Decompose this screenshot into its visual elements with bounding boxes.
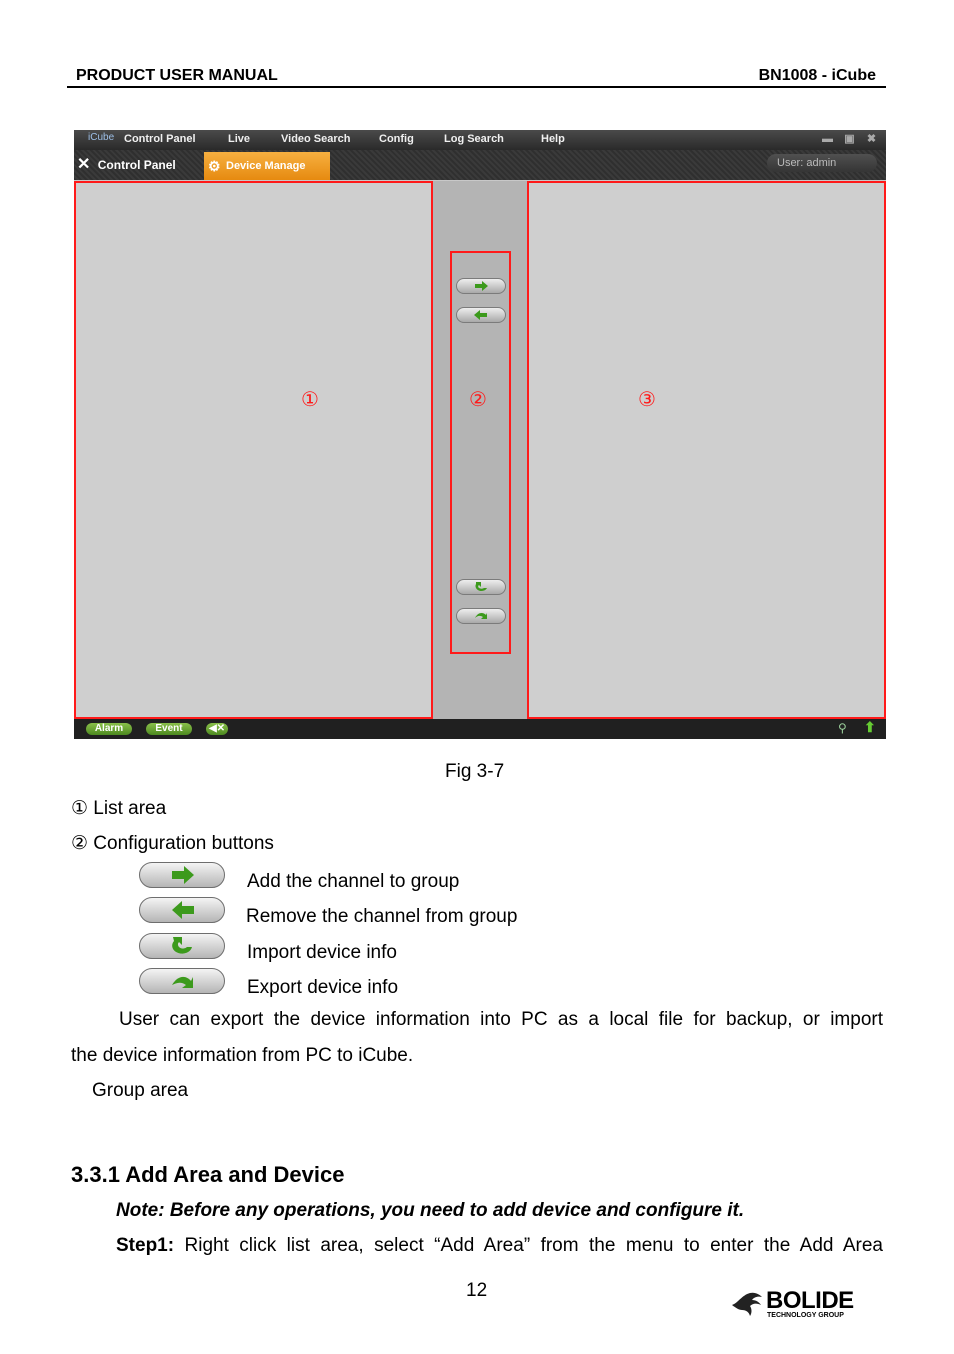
menu-live[interactable]: Live bbox=[228, 133, 251, 145]
figure-caption: Fig 3-7 bbox=[445, 761, 505, 782]
step1-text: Right click list area, select “Add Area” from the menu to enter the Add Area bbox=[184, 1235, 883, 1256]
export-device-button[interactable] bbox=[456, 608, 506, 624]
arrow-right-icon bbox=[140, 863, 224, 887]
import-icon bbox=[140, 934, 224, 958]
marker-1: ① bbox=[301, 389, 319, 411]
status-bar bbox=[74, 719, 886, 739]
menu-brand: iCube bbox=[88, 132, 115, 143]
tab-device-manage[interactable] bbox=[204, 152, 330, 180]
user-indicator: User: admin bbox=[767, 154, 877, 172]
menu-help[interactable]: Help bbox=[541, 133, 565, 145]
export-icon bbox=[457, 609, 505, 623]
page-number: 12 bbox=[466, 1280, 488, 1301]
minimize-icon[interactable]: ▬ bbox=[822, 133, 833, 145]
export-icon bbox=[140, 969, 224, 993]
marker-2: ② bbox=[469, 389, 487, 411]
import-device-button[interactable] bbox=[456, 579, 506, 595]
legend-remove-button bbox=[139, 897, 225, 923]
close-icon[interactable]: ✖ bbox=[866, 133, 877, 145]
tab-device-manage-label: Device Manage bbox=[226, 160, 306, 172]
group-area-item: Group area bbox=[92, 1080, 189, 1101]
marker-3: ③ bbox=[638, 389, 656, 411]
arrow-right-icon bbox=[457, 279, 505, 293]
legend-add-button bbox=[139, 862, 225, 888]
menu-bar bbox=[74, 130, 886, 150]
config-buttons-item: ② Configuration buttons bbox=[71, 833, 274, 854]
wrench-icon: ✕ bbox=[77, 156, 91, 173]
header-model: BN1008 - iCube bbox=[758, 67, 876, 84]
app-screenshot bbox=[74, 130, 886, 739]
note-text: Note: Before any operations, you need to add device and configure it. bbox=[116, 1200, 745, 1221]
paragraph-line-2: the device information from PC to iCube. bbox=[71, 1045, 414, 1066]
section-heading: 3.3.1 Add Area and Device bbox=[71, 1162, 345, 1187]
legend-import-button bbox=[139, 933, 225, 959]
event-button[interactable]: Event bbox=[146, 723, 192, 735]
logo-subtitle: TECHNOLOGY GROUP bbox=[767, 1312, 844, 1319]
device-icon: ⚙ bbox=[208, 158, 221, 174]
legend-remove-label: Remove the channel from group bbox=[246, 906, 518, 927]
alarm-button[interactable]: Alarm bbox=[86, 723, 132, 735]
zoom-icon[interactable]: ⚲ bbox=[838, 721, 847, 735]
list-area-item: ① List area bbox=[71, 798, 167, 819]
step1-line bbox=[116, 1235, 883, 1257]
menu-config[interactable]: Config bbox=[379, 133, 414, 145]
legend-import-label: Import device info bbox=[247, 942, 397, 963]
remove-channel-button[interactable] bbox=[456, 307, 506, 323]
header-rule bbox=[67, 86, 886, 88]
up-arrow-icon[interactable]: ⬆ bbox=[864, 719, 876, 735]
menu-video-search[interactable]: Video Search bbox=[281, 133, 351, 145]
logo-name: BOLIDE bbox=[766, 1287, 854, 1314]
add-channel-button[interactable] bbox=[456, 278, 506, 294]
header-title: PRODUCT USER MANUAL bbox=[76, 67, 278, 84]
tab-control-panel-label: Control Panel bbox=[97, 158, 176, 172]
tab-control-panel[interactable] bbox=[77, 154, 176, 174]
dragon-icon bbox=[730, 1287, 766, 1321]
arrow-left-icon bbox=[457, 308, 505, 322]
bolide-logo bbox=[730, 1287, 880, 1323]
tab-bar bbox=[74, 150, 886, 180]
menu-control-panel[interactable]: Control Panel bbox=[124, 133, 196, 145]
mute-icon[interactable]: ◀✕ bbox=[206, 723, 228, 735]
arrow-left-icon bbox=[140, 898, 224, 922]
legend-export-button bbox=[139, 968, 225, 994]
group-area[interactable] bbox=[527, 181, 886, 719]
restore-icon[interactable]: ▣ bbox=[844, 133, 855, 145]
legend-add-label: Add the channel to group bbox=[247, 871, 460, 892]
step1-label: Step1: bbox=[116, 1235, 175, 1256]
import-icon bbox=[457, 580, 505, 594]
legend-export-label: Export device info bbox=[247, 977, 399, 998]
paragraph-line-1: User can export the device information into PC as a local file for backup, or import bbox=[119, 1009, 883, 1030]
menu-log-search[interactable]: Log Search bbox=[444, 133, 504, 145]
list-area[interactable] bbox=[74, 181, 433, 719]
